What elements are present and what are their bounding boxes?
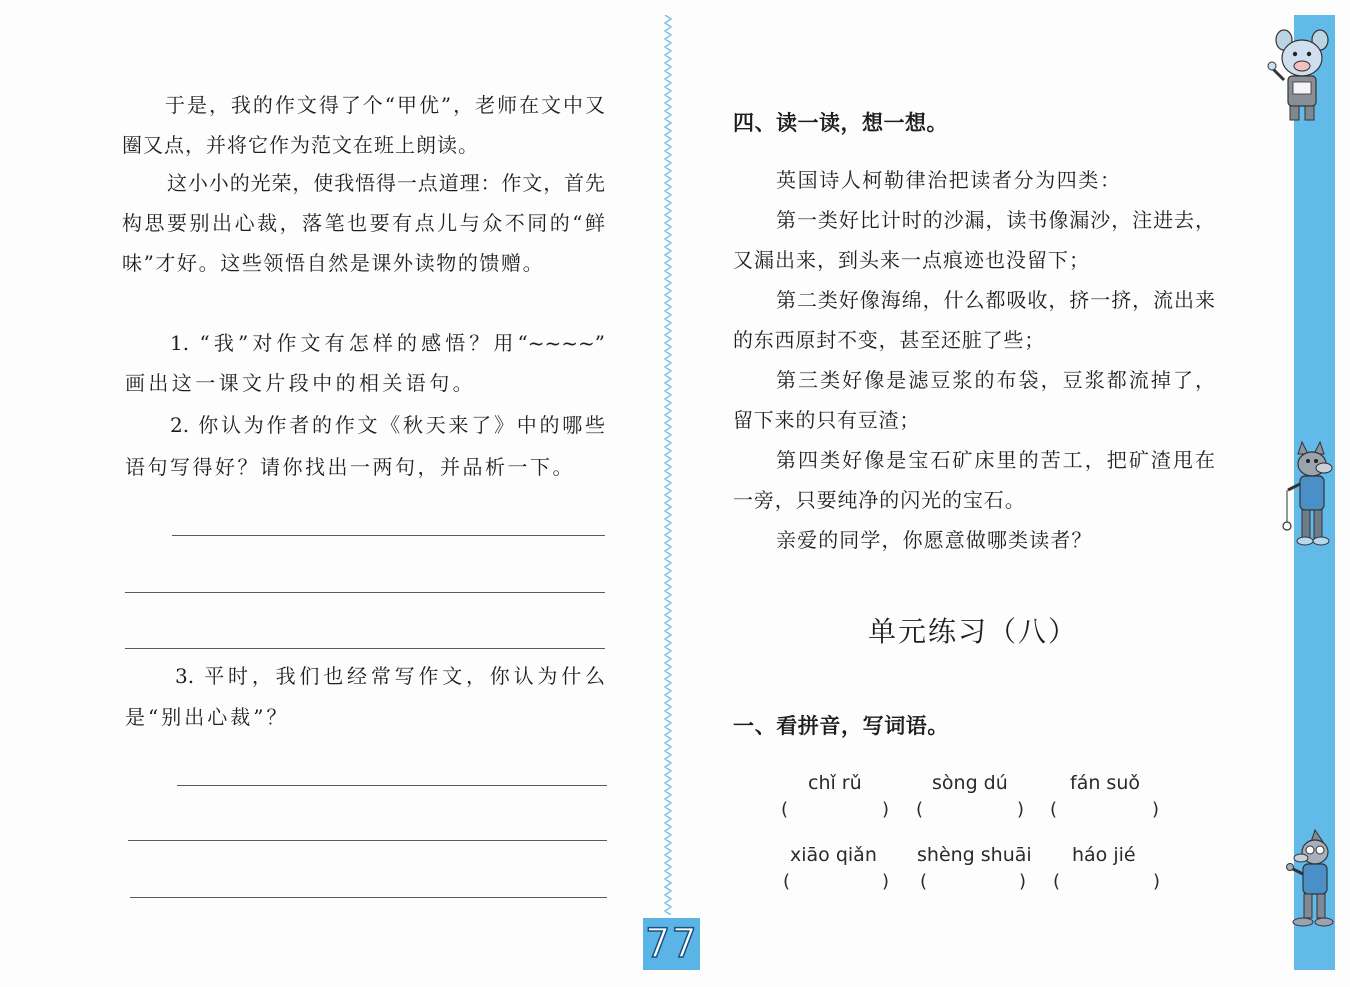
reading-line: 英国诗人柯勒律治把读者分为四类： [776, 168, 1122, 192]
unit-title: 单元练习（八） [868, 615, 1079, 648]
reading-line: 亲爱的同学，你愿意做哪类读者？ [776, 528, 1093, 552]
reading-line: 的东西原封不变，甚至还脏了些； [733, 328, 1045, 352]
passage-line: 这小小的光荣，使我悟得一点道理：作文，首先 [167, 171, 605, 195]
answer-bracket-close: ) [1153, 871, 1161, 892]
answer-bracket-open: ( [783, 871, 791, 892]
cartoon-dog-icon [1275, 828, 1337, 932]
question-3-line: 是“别出心裁”？ [125, 705, 290, 729]
question-3-line: 3. 平时，我们也经常写作文，你认为什么 [175, 664, 605, 688]
question-1-line: 画出这一课文片段中的相关语句。 [125, 371, 476, 395]
pinyin-item: háo jié [1072, 844, 1136, 866]
question-2-line: 语句写得好？请你找出一两句，并品析一下。 [125, 455, 575, 479]
question-2-line: 2. 你认为作者的作文《秋天来了》中的哪些 [170, 413, 605, 437]
answer-line [177, 785, 607, 786]
answer-line [125, 592, 605, 593]
reading-line: 一旁，只要纯净的闪光的宝石。 [733, 488, 1026, 512]
cartoon-wolf-yoyo-icon [1278, 440, 1338, 550]
answer-line [128, 840, 607, 841]
answer-bracket-close: ) [1019, 871, 1027, 892]
passage-line: 味”才好。这些领悟自然是课外读物的馈赠。 [122, 251, 545, 275]
pinyin-item: shèng shuāi [917, 844, 1032, 866]
answer-bracket-open: ( [1053, 871, 1061, 892]
reading-line: 留下来的只有豆渣； [733, 408, 921, 432]
answer-bracket-close: ) [882, 871, 890, 892]
question-1-line: 1. “我”对作文有怎样的感悟？用“~~~~” [170, 331, 605, 355]
pinyin-item: sòng dú [932, 772, 1008, 794]
page-number-badge [643, 918, 700, 970]
answer-bracket-open: ( [920, 871, 928, 892]
answer-line [130, 897, 607, 898]
answer-bracket-open: ( [781, 799, 789, 820]
reading-line: 第四类好像是宝石矿床里的苦工，把矿渣甩在 [776, 448, 1215, 472]
reading-line: 第二类好像海绵，什么都吸收，挤一挤，流出来 [776, 288, 1215, 312]
wavy-divider [660, 15, 676, 915]
pinyin-item: xiāo qiǎn [790, 844, 877, 866]
reading-line: 第三类好像是滤豆浆的布袋，豆浆都流掉了， [776, 368, 1215, 392]
pinyin-item: fán suǒ [1070, 772, 1140, 794]
answer-line [125, 648, 605, 649]
passage-line: 于是，我的作文得了个“甲优”，老师在文中又 [165, 93, 605, 117]
reading-line: 第一类好比计时的沙漏，读书像漏沙，注进去， [776, 208, 1215, 232]
answer-bracket-close: ) [1017, 799, 1025, 820]
answer-line [172, 535, 605, 536]
section-title: 四、读一读，想一想。 [733, 111, 948, 135]
reading-line: 又漏出来，到头来一点痕迹也没留下； [733, 248, 1090, 272]
cartoon-pig-icon [1262, 28, 1340, 124]
passage-line: 圈又点，并将它作为范文在班上朗读。 [122, 133, 479, 157]
pinyin-item: chǐ rǔ [808, 772, 862, 794]
passage-line: 构思要别出心裁，落笔也要有点儿与众不同的“鲜 [122, 211, 605, 235]
exercise-title: 一、看拼音，写词语。 [733, 714, 949, 738]
answer-bracket-open: ( [916, 799, 924, 820]
answer-bracket-open: ( [1050, 799, 1058, 820]
page-number: 77 [645, 921, 698, 967]
answer-bracket-close: ) [1152, 799, 1160, 820]
answer-bracket-close: ) [882, 799, 890, 820]
